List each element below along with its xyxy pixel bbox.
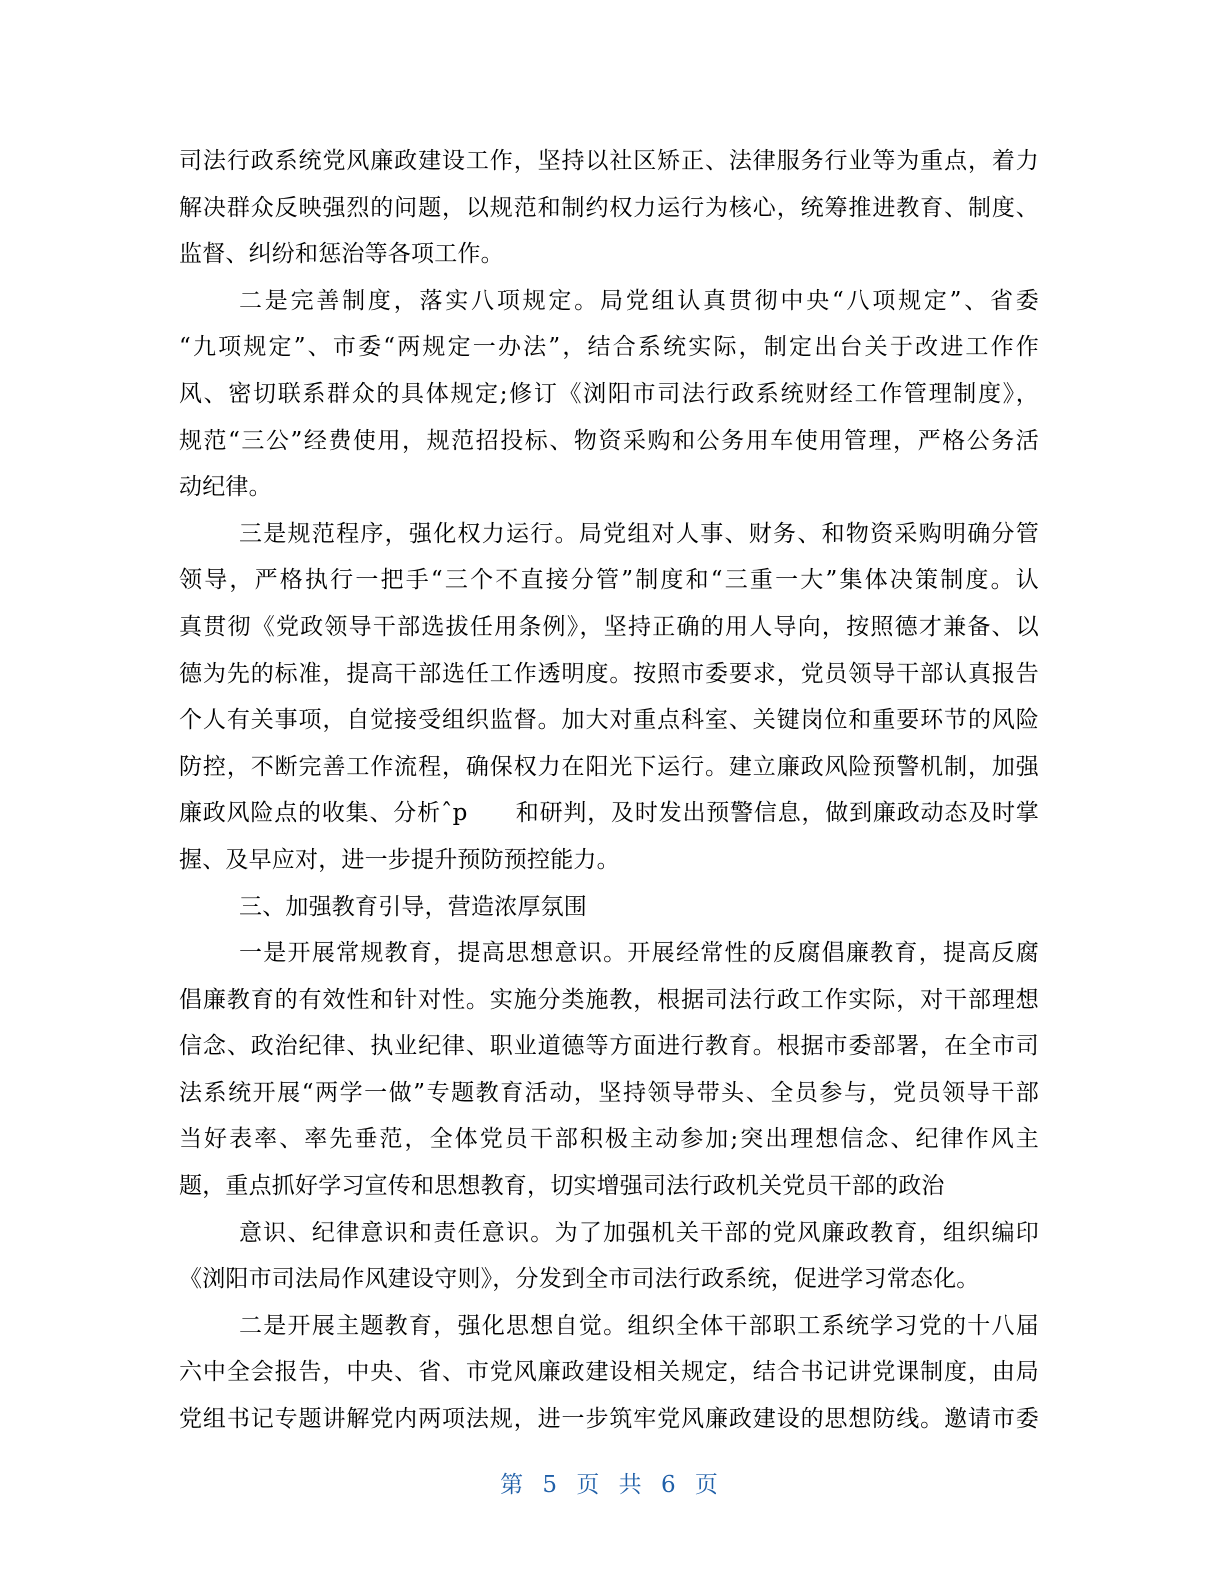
text-line: 党组书记专题讲解党内两项法规，进一步筑牢党风廉政建设的思想防线。邀请市委 bbox=[179, 1406, 1039, 1433]
text-line: 解决群众反映强烈的问题，以规范和制约权力运行为核心，统筹推进教育、制度、 bbox=[179, 194, 1039, 221]
text-line: 廉政风险点的收集、分析ˆp 和研判，及时发出预警信息，做到廉政动态及时掌 bbox=[179, 800, 1039, 827]
text-line: 六中全会报告，中央、省、市党风廉政建设相关规定，结合书记讲党课制度，由局 bbox=[179, 1359, 1039, 1386]
text-line: 规范“三公”经费使用，规范招投标、物资采购和公务用车使用管理，严格公务活 bbox=[179, 427, 1039, 454]
text-line: “九项规定”、市委“两规定一办法”，结合系统实际，制定出台关于改进工作作 bbox=[179, 334, 1039, 361]
text-line: 一是开展常规教育，提高思想意识。开展经常性的反腐倡廉教育，提高反腐 bbox=[239, 940, 1039, 967]
text-line: 法系统开展“两学一做”专题教育活动，坚持领导带头、全员参与，党员领导干部 bbox=[179, 1079, 1039, 1106]
text-line: 《浏阳市司法局作风建设守则》，分发到全市司法行政系统，促进学习常态化。 bbox=[179, 1266, 980, 1293]
text-line: 意识、纪律意识和责任意识。为了加强机关干部的党风廉政教育，组织编印 bbox=[239, 1219, 1039, 1246]
text-line: 司法行政系统党风廉政建设工作，坚持以社区矫正、法律服务行业等为重点，着力 bbox=[179, 148, 1039, 174]
text-line: 三是规范程序，强化权力运行。局党组对人事、财务、和物资采购明确分管 bbox=[239, 520, 1039, 547]
text-line: 握、及早应对，进一步提升预防预控能力。 bbox=[179, 846, 620, 873]
section-heading: 三、加强教育引导，营造浓厚氛围 bbox=[239, 893, 587, 920]
text-line: 领导，严格执行一把手“三个不直接分管”制度和“三重一大”集体决策制度。认 bbox=[179, 567, 1039, 594]
text-line: 监督、纠纷和惩治等各项工作。 bbox=[179, 241, 504, 268]
page-number-footer: 第 5 页 共 6 页 bbox=[500, 1472, 724, 1498]
text-line: 当好表率、率先垂范，全体党员干部积极主动参加;突出理想信念、纪律作风主 bbox=[179, 1126, 1039, 1153]
text-line: 二是完善制度，落实八项规定。局党组认真贯彻中央“八项规定”、省委 bbox=[239, 287, 1039, 314]
text-line: 真贯彻《党政领导干部选拔任用条例》，坚持正确的用人导向，按照德才兼备、以 bbox=[179, 613, 1039, 640]
text-line: 题，重点抓好学习宣传和思想教育，切实增强司法行政机关党员干部的政治 bbox=[179, 1173, 945, 1200]
text-line: 二是开展主题教育，强化思想自觉。组织全体干部职工系统学习党的十八届 bbox=[239, 1312, 1039, 1339]
text-line: 信念、政治纪律、执业纪律、职业道德等方面进行教育。根据市委部署，在全市司 bbox=[179, 1033, 1039, 1060]
text-line: 个人有关事项，自觉接受组织监督。加大对重点科室、关键岗位和重要环节的风险 bbox=[179, 707, 1039, 734]
text-line: 倡廉教育的有效性和针对性。实施分类施教，根据司法行政工作实际，对干部理想 bbox=[179, 986, 1039, 1013]
text-line: 防控，不断完善工作流程，确保权力在阳光下运行。建立廉政风险预警机制，加强 bbox=[179, 753, 1039, 780]
text-line: 动纪律。 bbox=[179, 474, 272, 501]
document-body bbox=[179, 138, 1039, 1443]
text-line: 风、密切联系群众的具体规定;修订《浏阳市司法行政系统财经工作管理制度》， bbox=[179, 380, 1039, 407]
text-line: 德为先的标准，提高干部选任工作透明度。按照市委要求，党员领导干部认真报告 bbox=[179, 660, 1039, 687]
